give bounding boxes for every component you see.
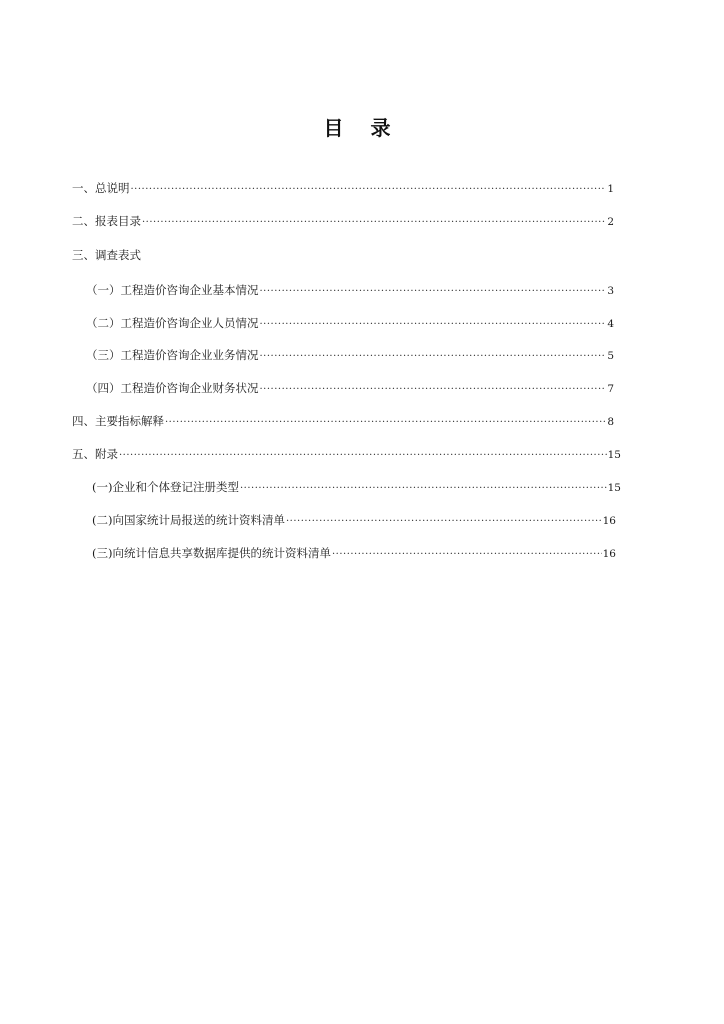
toc-label: (二)向国家统计局报送的统计资料清单: [92, 513, 285, 527]
dot-leader: [260, 380, 607, 400]
toc-label: 五、附录: [72, 447, 118, 461]
toc-page-number: 3: [607, 285, 614, 297]
toc-label: (三)向统计信息共享数据库提供的统计资料清单: [92, 546, 331, 560]
toc-label: 四、主要指标解释: [72, 414, 164, 428]
toc-entry-appendix: [72, 444, 621, 464]
dot-leader: [260, 282, 607, 302]
toc-page-number: 8: [607, 416, 614, 428]
toc-entry-shared-db-list: [92, 543, 616, 563]
toc-page-number: 2: [607, 216, 614, 228]
toc-entry-report-catalog: [72, 211, 614, 231]
toc-page-number: 15: [607, 482, 621, 494]
dot-leader: [286, 512, 602, 532]
dot-leader: [119, 446, 607, 466]
toc-page-number: 1: [607, 183, 614, 195]
dot-leader: [260, 347, 607, 367]
toc-entry-indicators: [72, 411, 614, 431]
toc-label: 三、调查表式: [72, 248, 141, 262]
toc-page-number: 5: [607, 350, 614, 362]
toc-label: （三）工程造价咨询企业业务情况: [86, 348, 259, 362]
toc-entry-nbs-list: [92, 510, 616, 530]
toc-label: 一、总说明: [72, 181, 130, 195]
dot-leader: [131, 180, 607, 200]
toc-page-number: 4: [607, 318, 614, 330]
toc-label: （四）工程造价咨询企业财务状况: [86, 381, 259, 395]
dot-leader: [240, 479, 607, 499]
toc-label: (一)企业和个体登记注册类型: [92, 480, 239, 494]
toc-label: （一）工程造价咨询企业基本情况: [86, 283, 259, 297]
toc-label: （二）工程造价咨询企业人员情况: [86, 316, 259, 330]
toc-page-number: 7: [607, 383, 614, 395]
toc-page-number: 16: [602, 548, 616, 560]
toc-entry-registration-types: [92, 477, 621, 497]
dot-leader: [260, 315, 607, 335]
dot-leader: [165, 413, 606, 433]
toc-entry-general-description: [72, 178, 614, 198]
toc-entry-basic-info: [86, 280, 614, 300]
toc-entry-personnel: [86, 313, 614, 333]
dot-leader: [142, 213, 606, 233]
page-title: 目 录: [323, 116, 401, 140]
toc-entry-financial: [86, 378, 614, 398]
toc-entry-survey-forms: [72, 245, 614, 265]
toc-entry-business: [86, 345, 614, 365]
toc-page-number: 15: [607, 449, 621, 461]
toc-label: 二、报表目录: [72, 214, 141, 228]
dot-leader: [332, 545, 602, 565]
toc-page-number: 16: [602, 515, 616, 527]
